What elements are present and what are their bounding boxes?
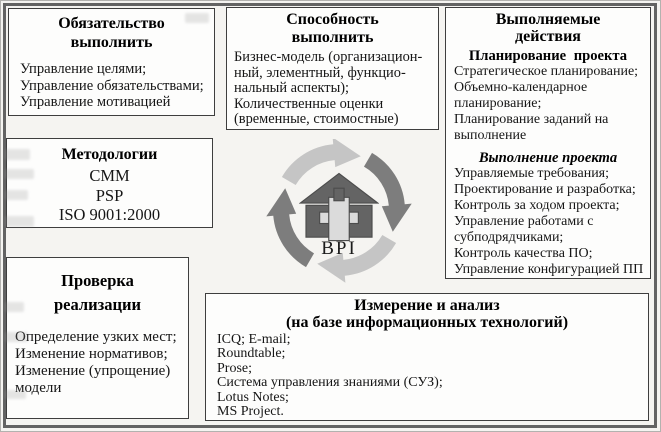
box-commitment-title: Обязательство выполнить (58, 15, 165, 51)
list-item: нальный аспекты); (234, 80, 350, 96)
list-item: выполнение (454, 128, 527, 143)
box-verification (6, 257, 189, 419)
box-actions (445, 7, 651, 279)
box-actions-planning-items (446, 64, 650, 144)
list-item: Система управления знаниями (СУЗ); (217, 375, 443, 391)
box-measurement-title: Измерение и анализ (на базе информационных технологий) (285, 297, 569, 331)
box-methodologies-items (7, 166, 212, 225)
list-item: CMM (89, 166, 130, 185)
list-item: Управление конфигурацией ПП (454, 262, 644, 277)
list-item: MS Project. (217, 404, 284, 420)
bpi-label: BPI (321, 238, 357, 259)
box-measurement-items (206, 333, 648, 419)
list-item: Управляемые требования; (454, 166, 610, 181)
box-capability (226, 7, 439, 130)
list-item: Бизнес-модель (организацион- (234, 49, 423, 65)
list-item: Управление работами с (454, 214, 594, 229)
list-item: Управление целями; (20, 61, 147, 77)
list-item: Планирование заданий на (454, 112, 609, 127)
section-heading-execution: Выполнение проекта (478, 150, 618, 166)
list-item: субподрядчиками; (454, 230, 564, 245)
list-item: Lotus Notes; (217, 389, 289, 405)
list-item: модели (15, 380, 62, 396)
list-item: ISO 9001:2000 (58, 205, 161, 224)
bpi-house-puzzle-logo (299, 170, 379, 244)
box-commitment (8, 8, 215, 116)
list-item: Управление обязательствами; (20, 77, 204, 94)
box-capability-title: Способность выполнить (286, 11, 379, 46)
list-item: Определение узких мест; (15, 329, 177, 345)
box-actions-title: Выполняемые действия (495, 11, 601, 45)
list-item: Количественные оценки (234, 95, 384, 112)
list-item: Изменение нормативов; (15, 346, 168, 362)
list-item: PSP (95, 185, 124, 205)
list-item: планирование; (454, 96, 542, 111)
list-item: (временные, стоимостные) (234, 111, 399, 127)
list-item: Контроль качества ПО; (454, 246, 593, 261)
box-methodologies-title: Методологии (61, 146, 158, 163)
list-item: ный, элементный, функцио- (234, 64, 406, 81)
box-commitment-items (9, 61, 214, 111)
list-item: Стратегическое планирование; (454, 64, 639, 79)
list-item: Изменение (упрощение) (15, 363, 171, 379)
box-capability-items (227, 50, 438, 128)
box-methodologies (6, 138, 213, 228)
list-item: Объемно-календарное (454, 80, 588, 95)
list-item: ICQ; E-mail; (217, 332, 291, 347)
list-item: Prose; (217, 360, 252, 376)
box-measurement (205, 293, 649, 421)
bpi-cycle-graphic (254, 139, 424, 285)
list-item: Контроль за ходом проекта; (454, 198, 620, 213)
box-verification-items (7, 329, 188, 397)
list-item: Проектирование и разработка; (454, 182, 636, 197)
box-verification-title: Проверка реализации (53, 271, 142, 314)
box-actions-execution-items (446, 166, 650, 278)
list-item: Roundtable; (217, 346, 286, 362)
section-heading-planning: Планирование проекта (468, 48, 628, 64)
list-item: Управление мотивацией (20, 94, 171, 110)
